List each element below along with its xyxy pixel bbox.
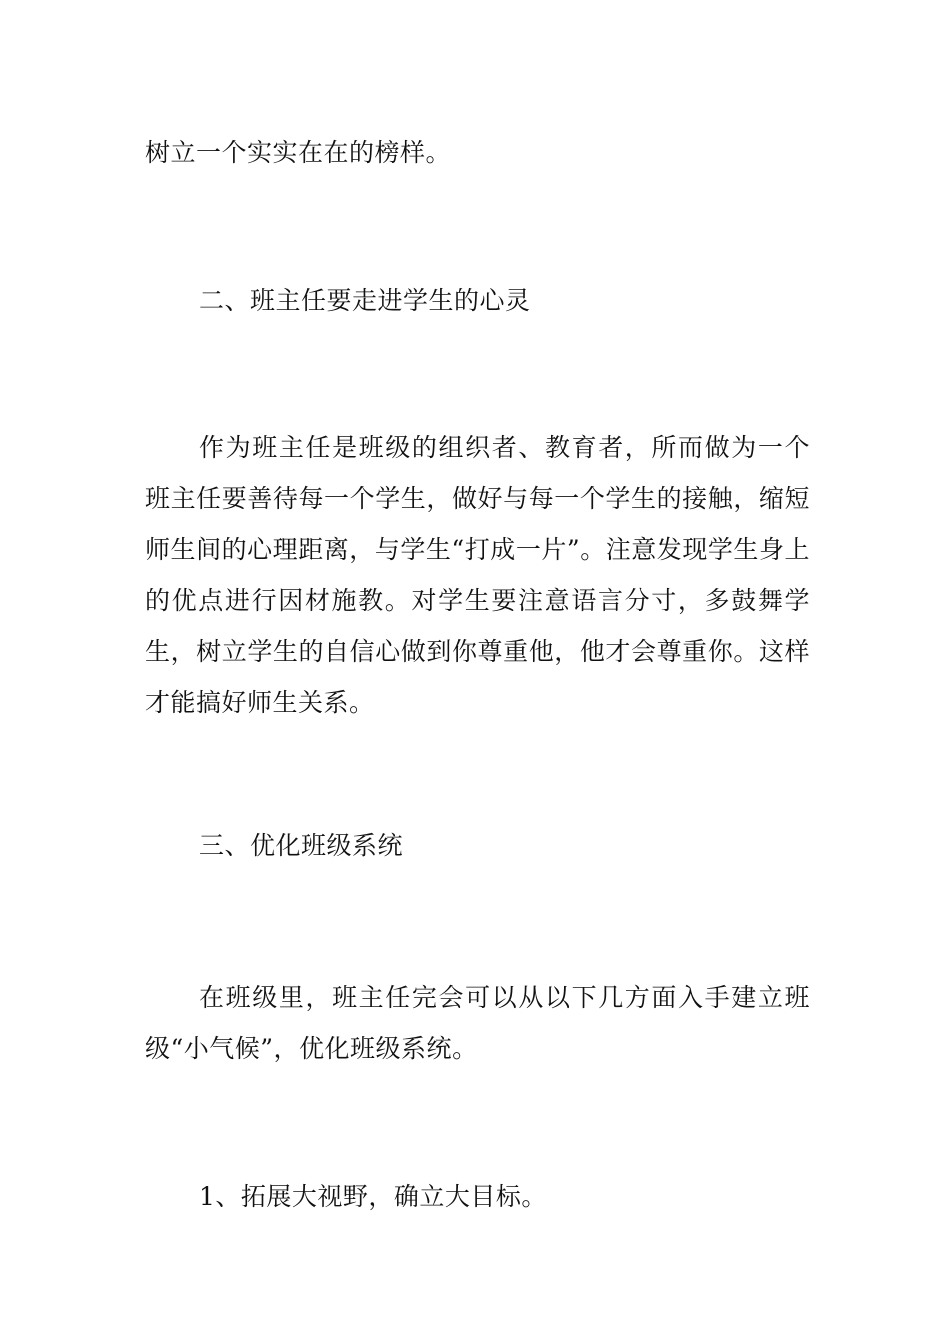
subsection-heading-1: 1、拓展大视野，确立大目标。 [199,1182,547,1211]
section-heading-3: 三、优化班级系统 [199,831,404,860]
section-heading-2: 二、班主任要走进学生的心灵 [199,286,531,315]
paragraph-body: 作为班主任是班级的组织者、教育者，所而做为一个班主任要善待每一个学生，做好与每一个学生的接触，缩短师生间的心理距离，与学生“打成一片”。注意发现学生身上的优点进行因材施教。对学生要注意语言分寸，多鼓舞学生，树立学生的自信心做到你尊重他，他才会尊重你。这样才能搞好师生关系。 [145,433,810,717]
paragraph-body: 在班级里，班主任完会可以从以下几方面入手建立班级“小气候”，优化班级系统。 [145,983,810,1063]
paragraph-continuation: 树立一个实实在在的榜样。 [145,138,452,167]
